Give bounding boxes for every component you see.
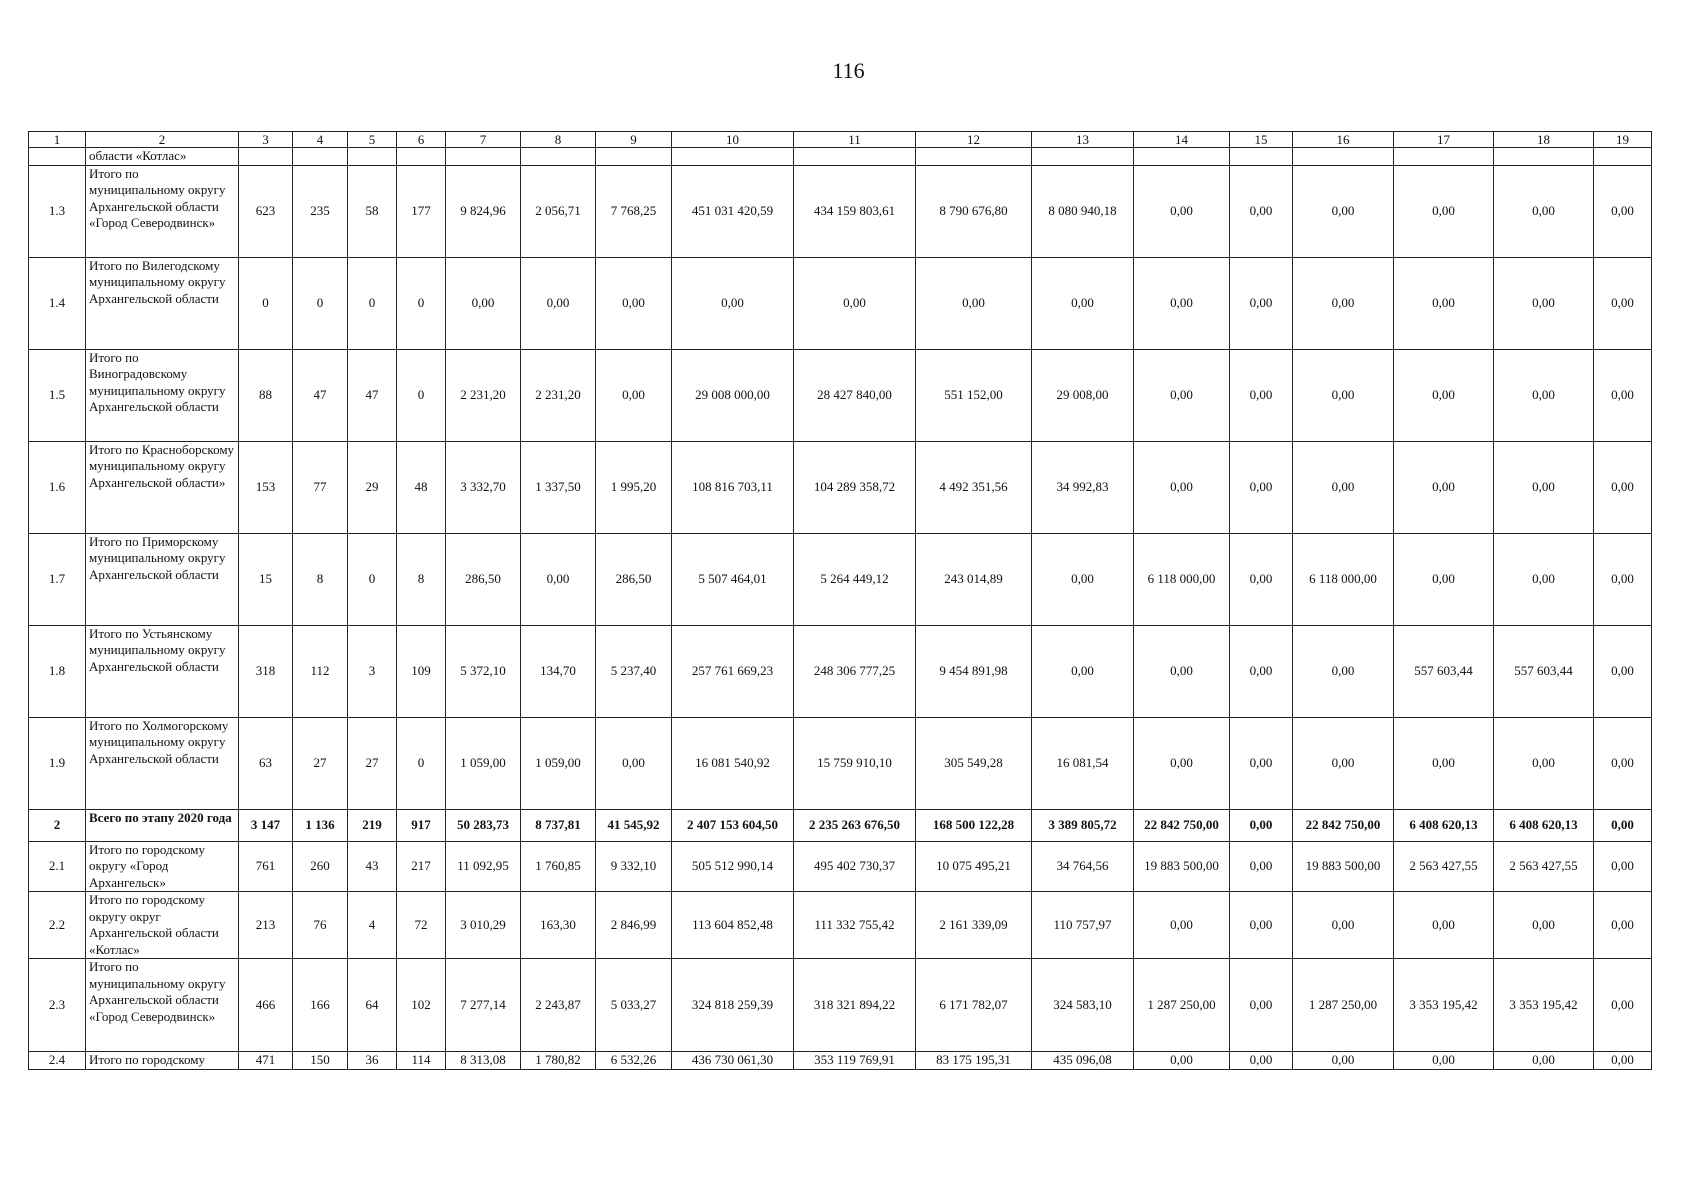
table-cell: 150 <box>293 1052 348 1070</box>
column-number: 1 <box>29 132 86 148</box>
table-cell: 0,00 <box>1032 257 1134 349</box>
table-cell: 305 549,28 <box>916 717 1032 809</box>
table-cell: 557 603,44 <box>1394 625 1494 717</box>
table-cell: 163,30 <box>521 892 596 959</box>
row-number: 1.8 <box>29 625 86 717</box>
row-name: Итого по муниципальному округу Архангельской области «Город Северодвинск» <box>86 959 239 1052</box>
column-number: 9 <box>596 132 672 148</box>
table-cell: 153 <box>239 441 293 533</box>
table-cell: 34 764,56 <box>1032 841 1134 892</box>
table-cell: 0,00 <box>1394 165 1494 257</box>
table-cell: 0,00 <box>1293 717 1394 809</box>
table-cell: 0,00 <box>1230 892 1293 959</box>
table-cell: 9 454 891,98 <box>916 625 1032 717</box>
table-cell: 243 014,89 <box>916 533 1032 625</box>
row-number: 1.3 <box>29 165 86 257</box>
row-number: 2 <box>29 809 86 841</box>
table-cell: 505 512 990,14 <box>672 841 794 892</box>
table-cell <box>446 148 521 166</box>
table-cell: 2 846,99 <box>596 892 672 959</box>
table-cell: 286,50 <box>446 533 521 625</box>
column-number: 18 <box>1494 132 1594 148</box>
table-cell <box>348 148 397 166</box>
table-cell: 0,00 <box>672 257 794 349</box>
table-cell: 8 313,08 <box>446 1052 521 1070</box>
table-cell <box>916 148 1032 166</box>
table-cell: 27 <box>293 717 348 809</box>
table-cell: 47 <box>348 349 397 441</box>
table-cell: 0,00 <box>1594 717 1652 809</box>
table-cell: 3 332,70 <box>446 441 521 533</box>
table-cell: 47 <box>293 349 348 441</box>
table-cell: 1 287 250,00 <box>1293 959 1394 1052</box>
row-number: 2.4 <box>29 1052 86 1070</box>
table-cell: 19 883 500,00 <box>1293 841 1394 892</box>
table-cell: 260 <box>293 841 348 892</box>
column-number: 2 <box>86 132 239 148</box>
table-cell: 29 <box>348 441 397 533</box>
table-cell: 34 992,83 <box>1032 441 1134 533</box>
table-cell: 6 171 782,07 <box>916 959 1032 1052</box>
column-number: 14 <box>1134 132 1230 148</box>
table-cell: 3 147 <box>239 809 293 841</box>
table-cell: 257 761 669,23 <box>672 625 794 717</box>
table-cell: 50 283,73 <box>446 809 521 841</box>
table-cell: 557 603,44 <box>1494 625 1594 717</box>
table-cell: 0,00 <box>596 257 672 349</box>
table-cell: 0,00 <box>1594 441 1652 533</box>
row-name: области «Котлас» <box>86 148 239 166</box>
table-cell: 83 175 195,31 <box>916 1052 1032 1070</box>
row-number: 1.9 <box>29 717 86 809</box>
table-cell: 0,00 <box>1494 892 1594 959</box>
header-row <box>29 132 1652 148</box>
table-cell: 6 408 620,13 <box>1394 809 1494 841</box>
table-cell: 0,00 <box>1594 1052 1652 1070</box>
row-name: Всего по этапу 2020 года <box>86 809 239 841</box>
table-cell <box>1134 148 1230 166</box>
table-cell: 2 243,87 <box>521 959 596 1052</box>
table-cell <box>1230 148 1293 166</box>
table-cell: 0 <box>397 257 446 349</box>
table-cell: 88 <box>239 349 293 441</box>
table-cell: 0,00 <box>1293 257 1394 349</box>
table-row <box>29 165 1652 257</box>
table-cell: 5 507 464,01 <box>672 533 794 625</box>
table-row <box>29 533 1652 625</box>
table-cell: 16 081 540,92 <box>672 717 794 809</box>
table-cell: 0,00 <box>1494 533 1594 625</box>
table-cell: 4 492 351,56 <box>916 441 1032 533</box>
table-cell: 1 059,00 <box>521 717 596 809</box>
table-cell: 76 <box>293 892 348 959</box>
table-cell: 104 289 358,72 <box>794 441 916 533</box>
table-cell: 0 <box>348 533 397 625</box>
row-name: Итого по Вилегодскому муниципальному округу Архангельской области <box>86 257 239 349</box>
table-cell: 134,70 <box>521 625 596 717</box>
table-cell: 27 <box>348 717 397 809</box>
table-cell: 353 119 769,91 <box>794 1052 916 1070</box>
table-cell: 6 408 620,13 <box>1494 809 1594 841</box>
column-number: 8 <box>521 132 596 148</box>
table-cell: 0,00 <box>1230 1052 1293 1070</box>
table-cell: 0,00 <box>1134 717 1230 809</box>
table-row <box>29 717 1652 809</box>
column-number: 4 <box>293 132 348 148</box>
table-cell: 3 353 195,42 <box>1394 959 1494 1052</box>
table-cell: 0,00 <box>1594 257 1652 349</box>
table-cell: 2 231,20 <box>446 349 521 441</box>
row-number: 2.1 <box>29 841 86 892</box>
table-row <box>29 257 1652 349</box>
table-cell: 15 759 910,10 <box>794 717 916 809</box>
row-name: Итого по городскому округу «Город Архангельск» <box>86 841 239 892</box>
table-cell: 451 031 420,59 <box>672 165 794 257</box>
table-cell: 0,00 <box>1394 441 1494 533</box>
table-cell: 0,00 <box>1494 717 1594 809</box>
table-cell: 0,00 <box>1394 533 1494 625</box>
table-cell: 0,00 <box>916 257 1032 349</box>
table-cell: 5 264 449,12 <box>794 533 916 625</box>
table-cell: 19 883 500,00 <box>1134 841 1230 892</box>
row-name: Итого по Виноградовскому муниципальному округу Архангельской области <box>86 349 239 441</box>
table-cell: 217 <box>397 841 446 892</box>
table-cell: 1 059,00 <box>446 717 521 809</box>
row-name: Итого по муниципальному округу Архангельской области «Город Северодвинск» <box>86 165 239 257</box>
table-cell: 0,00 <box>1394 257 1494 349</box>
table-row <box>29 841 1652 892</box>
table-cell: 177 <box>397 165 446 257</box>
column-number: 13 <box>1032 132 1134 148</box>
table-cell: 108 816 703,11 <box>672 441 794 533</box>
table-row <box>29 349 1652 441</box>
table-cell: 43 <box>348 841 397 892</box>
table-cell: 0,00 <box>1494 441 1594 533</box>
table-cell: 0,00 <box>1134 257 1230 349</box>
table-cell: 0,00 <box>1293 441 1394 533</box>
table-cell: 0,00 <box>446 257 521 349</box>
table-cell: 1 780,82 <box>521 1052 596 1070</box>
table-cell: 2 563 427,55 <box>1394 841 1494 892</box>
column-number: 7 <box>446 132 521 148</box>
table-cell: 6 118 000,00 <box>1134 533 1230 625</box>
table-cell: 11 092,95 <box>446 841 521 892</box>
table-cell: 0,00 <box>794 257 916 349</box>
table-cell: 286,50 <box>596 533 672 625</box>
table-cell: 9 824,96 <box>446 165 521 257</box>
table-cell: 0,00 <box>1293 1052 1394 1070</box>
table-cell: 0,00 <box>1134 165 1230 257</box>
table-cell: 0,00 <box>1293 349 1394 441</box>
table-cell: 110 757,97 <box>1032 892 1134 959</box>
table-cell: 0 <box>397 717 446 809</box>
table-cell <box>1032 148 1134 166</box>
table-cell: 0,00 <box>1230 165 1293 257</box>
table-cell: 6 532,26 <box>596 1052 672 1070</box>
table-cell <box>1594 148 1652 166</box>
table-cell <box>521 148 596 166</box>
table-cell: 0,00 <box>1134 625 1230 717</box>
table-cell: 623 <box>239 165 293 257</box>
table-cell: 5 372,10 <box>446 625 521 717</box>
table-cell: 113 604 852,48 <box>672 892 794 959</box>
table-cell: 0,00 <box>1134 441 1230 533</box>
table-cell: 22 842 750,00 <box>1293 809 1394 841</box>
table-cell: 0,00 <box>1594 809 1652 841</box>
table-cell: 248 306 777,25 <box>794 625 916 717</box>
table-cell: 3 010,29 <box>446 892 521 959</box>
table-cell: 0,00 <box>1394 349 1494 441</box>
table-cell: 8 <box>293 533 348 625</box>
table-cell: 495 402 730,37 <box>794 841 916 892</box>
table-cell: 0,00 <box>1032 533 1134 625</box>
table-cell: 0 <box>348 257 397 349</box>
table-cell: 0,00 <box>1293 625 1394 717</box>
table-cell: 5 033,27 <box>596 959 672 1052</box>
table-cell: 2 407 153 604,50 <box>672 809 794 841</box>
table-cell: 318 <box>239 625 293 717</box>
table-cell: 0 <box>293 257 348 349</box>
table-cell: 3 353 195,42 <box>1494 959 1594 1052</box>
table-cell: 235 <box>293 165 348 257</box>
table-cell: 112 <box>293 625 348 717</box>
table-row <box>29 892 1652 959</box>
row-number: 1.4 <box>29 257 86 349</box>
row-name: Итого по Устьянскому муниципальному округу Архангельской области <box>86 625 239 717</box>
table-cell: 434 159 803,61 <box>794 165 916 257</box>
table-cell: 72 <box>397 892 446 959</box>
table-cell: 0,00 <box>1230 959 1293 1052</box>
table-cell: 0,00 <box>1494 165 1594 257</box>
table-cell: 3 389 805,72 <box>1032 809 1134 841</box>
table-cell <box>1494 148 1594 166</box>
row-number: 1.6 <box>29 441 86 533</box>
table-cell: 64 <box>348 959 397 1052</box>
table-cell: 0,00 <box>1594 841 1652 892</box>
table-cell: 0 <box>239 257 293 349</box>
table-cell: 213 <box>239 892 293 959</box>
table-cell: 0,00 <box>1594 959 1652 1052</box>
table-cell: 324 818 259,39 <box>672 959 794 1052</box>
table-cell <box>596 148 672 166</box>
table-cell: 0,00 <box>1394 892 1494 959</box>
table-cell: 29 008 000,00 <box>672 349 794 441</box>
table-cell <box>672 148 794 166</box>
table-cell: 8 737,81 <box>521 809 596 841</box>
column-number: 6 <box>397 132 446 148</box>
table-cell: 0,00 <box>1394 1052 1494 1070</box>
table-cell: 1 995,20 <box>596 441 672 533</box>
table-cell: 2 235 263 676,50 <box>794 809 916 841</box>
table-cell <box>239 148 293 166</box>
table-cell: 1 287 250,00 <box>1134 959 1230 1052</box>
table-cell: 0,00 <box>1134 892 1230 959</box>
row-name: Итого по городскому округу округ Архангельской области «Котлас» <box>86 892 239 959</box>
table-cell: 15 <box>239 533 293 625</box>
table-cell: 471 <box>239 1052 293 1070</box>
column-number: 3 <box>239 132 293 148</box>
table-cell: 0,00 <box>1594 165 1652 257</box>
table-cell: 2 231,20 <box>521 349 596 441</box>
row-name: Итого по Приморскому муниципальному округу Архангельской области <box>86 533 239 625</box>
table-cell: 0,00 <box>1230 809 1293 841</box>
table-cell: 551 152,00 <box>916 349 1032 441</box>
column-number: 11 <box>794 132 916 148</box>
table-cell: 0,00 <box>1594 349 1652 441</box>
table-cell: 0,00 <box>1230 533 1293 625</box>
table-cell: 1 136 <box>293 809 348 841</box>
table-cell <box>1293 148 1394 166</box>
table-cell: 16 081,54 <box>1032 717 1134 809</box>
table-row <box>29 809 1652 841</box>
table-cell: 0,00 <box>1230 349 1293 441</box>
column-number: 17 <box>1394 132 1494 148</box>
column-number: 15 <box>1230 132 1293 148</box>
table-cell: 2 161 339,09 <box>916 892 1032 959</box>
table-cell: 0,00 <box>1032 625 1134 717</box>
row-number: 2.3 <box>29 959 86 1052</box>
row-name: Итого по Холмогорскому муниципальному округу Архангельской области <box>86 717 239 809</box>
table-cell: 0,00 <box>1594 892 1652 959</box>
table-cell: 0,00 <box>1230 257 1293 349</box>
table-cell: 77 <box>293 441 348 533</box>
table-cell: 0,00 <box>1230 441 1293 533</box>
table-cell: 2 056,71 <box>521 165 596 257</box>
table-cell: 4 <box>348 892 397 959</box>
table-cell: 22 842 750,00 <box>1134 809 1230 841</box>
table-cell: 63 <box>239 717 293 809</box>
table-cell: 41 545,92 <box>596 809 672 841</box>
table-cell: 0,00 <box>1230 625 1293 717</box>
table-cell: 6 118 000,00 <box>1293 533 1394 625</box>
page-number: 116 <box>832 58 865 83</box>
table-cell: 8 790 676,80 <box>916 165 1032 257</box>
row-name: Итого по Красноборскому муниципальному округу Архангельской области» <box>86 441 239 533</box>
table-cell: 0,00 <box>521 533 596 625</box>
table-row <box>29 148 1652 166</box>
column-number: 5 <box>348 132 397 148</box>
table-cell: 0,00 <box>1494 349 1594 441</box>
table-cell: 0,00 <box>1293 892 1394 959</box>
table-cell: 0,00 <box>1230 841 1293 892</box>
table-cell: 0,00 <box>1594 625 1652 717</box>
table-cell <box>794 148 916 166</box>
table-cell: 0,00 <box>1230 717 1293 809</box>
table-row <box>29 1052 1652 1070</box>
table-cell: 8 080 940,18 <box>1032 165 1134 257</box>
table-cell: 7 277,14 <box>446 959 521 1052</box>
table-cell: 109 <box>397 625 446 717</box>
table-cell: 102 <box>397 959 446 1052</box>
table-cell: 58 <box>348 165 397 257</box>
column-number: 10 <box>672 132 794 148</box>
table-cell: 114 <box>397 1052 446 1070</box>
data-table <box>28 131 1652 1070</box>
table-cell: 29 008,00 <box>1032 349 1134 441</box>
table-cell: 48 <box>397 441 446 533</box>
row-number: 2.2 <box>29 892 86 959</box>
table-cell: 7 768,25 <box>596 165 672 257</box>
table-cell: 761 <box>239 841 293 892</box>
table-cell: 0,00 <box>596 717 672 809</box>
table-cell: 0,00 <box>1394 717 1494 809</box>
table-cell: 0,00 <box>1134 349 1230 441</box>
table-cell: 10 075 495,21 <box>916 841 1032 892</box>
table-cell: 166 <box>293 959 348 1052</box>
table-body <box>29 132 1652 1070</box>
table-cell: 0,00 <box>1293 165 1394 257</box>
table-cell: 9 332,10 <box>596 841 672 892</box>
table-cell: 168 500 122,28 <box>916 809 1032 841</box>
table-cell: 1 337,50 <box>521 441 596 533</box>
table-cell: 28 427 840,00 <box>794 349 916 441</box>
table-cell <box>1394 148 1494 166</box>
table-cell: 36 <box>348 1052 397 1070</box>
table-cell: 436 730 061,30 <box>672 1052 794 1070</box>
table-cell: 0,00 <box>1494 257 1594 349</box>
column-number: 19 <box>1594 132 1652 148</box>
table-cell: 8 <box>397 533 446 625</box>
table-cell: 2 563 427,55 <box>1494 841 1594 892</box>
table-cell: 917 <box>397 809 446 841</box>
column-number: 16 <box>1293 132 1394 148</box>
table-cell: 324 583,10 <box>1032 959 1134 1052</box>
table-cell: 435 096,08 <box>1032 1052 1134 1070</box>
table-cell: 0 <box>397 349 446 441</box>
table-row <box>29 959 1652 1052</box>
table-cell: 0,00 <box>1134 1052 1230 1070</box>
table-row <box>29 625 1652 717</box>
table-cell: 0,00 <box>1494 1052 1594 1070</box>
table-cell: 0,00 <box>596 349 672 441</box>
table-cell: 5 237,40 <box>596 625 672 717</box>
table-row <box>29 441 1652 533</box>
table-cell: 1 760,85 <box>521 841 596 892</box>
table-cell: 0,00 <box>521 257 596 349</box>
column-number: 12 <box>916 132 1032 148</box>
row-number: 1.5 <box>29 349 86 441</box>
table-cell <box>293 148 348 166</box>
table-cell: 3 <box>348 625 397 717</box>
table-cell: 0,00 <box>1594 533 1652 625</box>
table-cell <box>397 148 446 166</box>
table-cell: 466 <box>239 959 293 1052</box>
table-cell: 318 321 894,22 <box>794 959 916 1052</box>
table-cell: 219 <box>348 809 397 841</box>
row-number <box>29 148 86 166</box>
table-cell: 111 332 755,42 <box>794 892 916 959</box>
row-number: 1.7 <box>29 533 86 625</box>
row-name: Итого по городскому <box>86 1052 239 1070</box>
